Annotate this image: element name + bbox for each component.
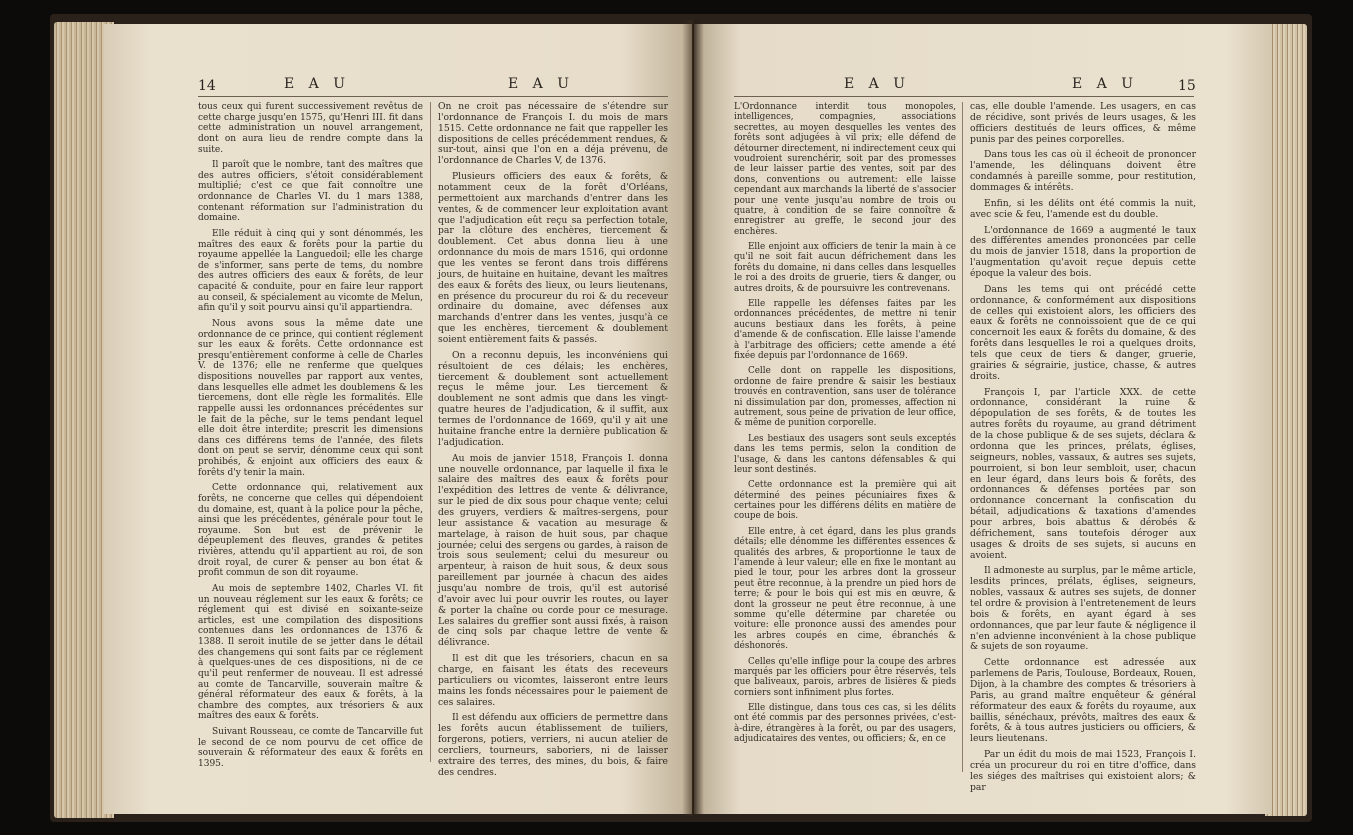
left-column-2 <box>438 102 668 784</box>
header-rule <box>198 96 668 97</box>
paragraph: Celles qu'elle inflige pour la coupe des arbres marqués par les officiers pour être réservés, tels que baliveaux, parois, arbres de lisières & pieds corniers sont infiniment plus fortes. <box>734 656 956 698</box>
paragraph: Elle distingue, dans tous ces cas, si les délits ont été commis par des personnes privées, c'est-à-dire, étrangères à la forêt, ou par des usagers, adjudicataires des ventes, ou officiers; &, en ce <box>734 703 956 745</box>
column-divider <box>962 102 963 772</box>
paragraph: On ne croit pas nécessaire de s'étendre sur l'ordonnance de François I. du mois de mars 1515. Cette ordonnance ne fait que rappeller les dispositions de celles précédemment rendues, & sur-tout, ainsi que l'on en a déja prévenu, de l'ordonnance de Charles V, de 1376. <box>438 101 668 167</box>
paragraph: Il admoneste au surplus, par le même article, lesdits princes, prélats, églises, seigneurs, nobles, vassaux & autres ses sujets, de donner tel ordre & provision à l'entretenement de leurs bois & forêts, en ayant égard à ses ordonnances, que par leur faute & négligence il n'en advienne inconvénient à la chose publique & sujets de son royaume. <box>970 565 1196 653</box>
right-column-1 <box>734 102 956 750</box>
paragraph: Il est défendu aux officiers de permettre dans les forêts aucun établissement de tuiliers, forgerons, potiers, verriers, ni aucun atelier de cercliers, tourneurs, saboriers, ni de laisser extraire des terres, des mines, du bois, & faire des cendres. <box>438 712 668 778</box>
paragraph: Nous avons sous la même date une ordonnance de ce prince, qui contient réglement sur les eaux & forêts. Cette ordonnance est presqu'entièrement conforme à celle de Charles V. de 1376; elle ne renferme que quelques dispositions nouvelles par rapport aux ventes, dans lesquelles elle admet les doublemens & les tiercemens, dont elle règle les formalités. Elle rappelle aussi les ordonnances précédentes sur le fait de la pêche, sur le tems pendant lequel elle doit être interdite; prescrit les dimensions dans ces différens tems de l'année, des filets dont on peut se servir, dénomme ceux qui sont prohibés, & enjoint aux officiers des eaux & forêts d'y tenir la main. <box>198 318 423 478</box>
left-column-1 <box>198 102 423 775</box>
left-page <box>104 24 692 814</box>
paragraph: Suivant Rousseau, ce comte de Tancarville fut le second de ce nom pourvu de cet office de souverain & réformateur des eaux & forêts en 1395. <box>198 727 423 769</box>
running-header-right: E A U <box>508 76 575 92</box>
paragraph: L'ordonnance de 1669 a augmenté le taux des différentes amendes prononcées par celle du mois de janvier 1518, dans la proportion de l'augmentation qu'avoit reçue depuis cette époque la valeur des bois. <box>970 224 1196 280</box>
paragraph: Dans tous les cas où il écheoit de prononcer l'amende, les délinquans doivent être condamnés à pareille somme, pour restitution, dommages & intérêts. <box>970 149 1196 194</box>
paragraph: Il est dit que les trésoriers, chacun en sa charge, en faisant les états des receveurs particuliers ou vicomtes, laisseront entre leurs mains les fonds nécessaires pour le paiement de ces salaires. <box>438 653 668 708</box>
running-header-right: E A U <box>1072 76 1139 92</box>
paragraph: François I, par l'article XXX. de cette ordonnance, considérant la ruine & dépopulation de ses forêts, & de toutes les autres forêts du royaume, au grand détriment de la chose publique & de ses sujets, déclara & ordonna que les princes, prélats, églises, seigneurs, nobles, vassaux, & autres ses sujets, pourroient, si bon leur sembloit, user, chacun en leur égard, dans leurs bois & forêts, des ordonnances & défenses portées par son ordonnance concernant la confiscation du bétail, adjudications & taxations d'amendes pour arbres, bois abattus & dérobés & défrichement, sans toutefois déroger aux usages & droits de ses sujets, si aucuns en avoient. <box>970 386 1196 561</box>
right-column-2 <box>970 102 1196 799</box>
header-rule <box>734 96 1194 97</box>
paragraph: Les bestiaux des usagers sont seuls exceptés dans les tems permis, selon la condition de l'usage, & dans les cantons défensables & qui leur sont destinés. <box>734 433 956 475</box>
paragraph: Cette ordonnance qui, relativement aux forêts, ne concerne que celles qui dépendoient du domaine, est, quant à la police pour la pêche, ainsi que les précédentes, générale pour tout le royaume. Son but est de prévenir le dépeuplement des fleuves, grandes & petites rivières, attendu qu'il appartient au roi, de son droit royal, de curer & penser au bon état & profit commun de son dit royaume. <box>198 483 423 579</box>
paragraph: Au mois de septembre 1402, Charles VI. fit un nouveau réglement sur les eaux & forêts; ce réglement qui est divisé en soixante-seize articles, est une compilation des dispositions contenues dans les ordonnances de 1376 & 1388. Il seroit inutile de se jetter dans le détail des changemens qui sont faits par ce réglement à quelques-unes de ces dispositions, ni de ce qu'il peut renfermer de nouveau. Il est adressé au comte de Tancarville, souverain maître & général réformateur des eaux & forêts, à la chambre des comptes, aux trésoriers & aux maîtres des eaux & forêts. <box>198 583 423 722</box>
paragraph: Au mois de janvier 1518, François I. donna une nouvelle ordonnance, par laquelle il fixa le salaire des maîtres des eaux & forêts pour l'expédition des lettres de vente & délivrance, sur le pied de dix sous pour chaque vente; celui des gruyers, verdiers & maîtres-sergens, pour leur assistance & vacation au mesurage & martelage, à raison de huit sous, par chaque journée; celui des sergens ou gardes, à raison de trois sous seulement; celui du mesureur ou arpenteur, à raison de huit sous, & deux sous pareillement par journée à chacun des aides jusqu'au nombre de trois, qu'il est autorisé d'avoir avec lui pour ouvrir les routes, ou layer & porter la chaîne ou corde pour ce mesurage. Les salaires du greffier sont aussi fixés, à raison de cinq sols par chaque lettre de vente & délivrance. <box>438 452 668 649</box>
paragraph: Elle rappelle les défenses faites par les ordonnances précédentes, de mettre ni tenir aucuns bestiaux dans les forêts, à peine d'amende & de confiscation. Elle laisse l'amende à l'arbitrage des officiers; cette amende a été fixée depuis par l'ordonnance de 1669. <box>734 299 956 361</box>
paragraph: Dans les tems qui ont précédé cette ordonnance, & conformément aux dispositions de celles qui existoient alors, les officiers des eaux & forêts ne connoissoient que de ce qui concernoit les eaux & forêts du domaine, & des forêts dans lesquelles le roi a quelques droits, tels que ceux de tiers & danger, gruerie, grairies & ségrairie, justice, chasse, & autres droits. <box>970 283 1196 382</box>
paragraph: Celle dont on rappelle les dispositions, ordonne de faire prendre & saisir les bestiaux trouvés en contravention, sans user de tolérance ni dissimulation par don, promesses, affection ni autrement, sous peine de privation de leur office, & même de punition corporelle. <box>734 366 956 429</box>
book-gutter <box>682 20 704 816</box>
paragraph: Elle enjoint aux officiers de tenir la main à ce qu'il ne soit fait aucun défrichement dans les forêts du domaine, ni dans celles dans lesquelles le roi a des droits de gruerie, tiers & danger, ou autres droits, & de poursuivre les contrevenans. <box>734 242 956 294</box>
page-number: 15 <box>1178 78 1196 94</box>
paragraph: Cette ordonnance est adressée aux parlemens de Paris, Toulouse, Bordeaux, Rouen, Dijon, à la chambre des comptes & trésoriers à Paris, au grand maître enquêteur & général réformateur des eaux & forêts du royaume, aux baillis, sénéchaux, prévôts, maîtres des eaux & forêts, & à tous autres justiciers ou officiers, & leurs lieutenans. <box>970 657 1196 745</box>
running-header-left: E A U <box>844 76 911 92</box>
column-divider <box>430 102 431 762</box>
paragraph: cas, elle double l'amende. Les usagers, en cas de récidive, sont privés de leurs usages, & les officiers destitués de leurs offices, & même punis par des peines corporelles. <box>970 101 1196 145</box>
paragraph: L'Ordonnance interdit tous monopoles, intelligences, compagnies, associations secrettes, au moyen desquelles les ventes des forêts sont adjugées à vil prix; elle défend de détourner directement, ni indirectement ceux qui voudroient surenchérir, soit par des promesses de leur laisser partie des ventes, soit par des dons, conventions ou autrement: elle laisse cependant aux marchands la liberté de s'associer pour une vente jusqu'au nombre de trois ou quatre, à condition de se faire connoître & enregistrer au greffe, le second jour des enchères. <box>734 102 956 237</box>
paragraph: Enfin, si les délits ont été commis la nuit, avec scie & feu, l'amende est du double. <box>970 197 1196 220</box>
paragraph: Cette ordonnance est la première qui ait déterminé des peines pécuniaires fixes & certaines pour les différens délits en matière de coupe de bois. <box>734 480 956 522</box>
page-number: 14 <box>198 78 216 94</box>
running-header-left: E A U <box>284 76 351 92</box>
paragraph: Il paroît que le nombre, tant des maîtres que des autres officiers, s'étoit considérablement multiplié; c'est ce que fait connoître une ordonnance de Charles VI. du 1 mars 1388, contenant réformation sur l'administration du domaine. <box>198 160 423 224</box>
paragraph: On a reconnu depuis, les inconvéniens qui résultoient de ces délais; les enchères, tiercement & doublement sont actuellement reçus le même jour. Les tiercement & doublement ne sont admis que dans les vingt-quatre heures de l'adjudication, & il suffit, aux termes de l'ordonnance de 1669, qu'il y ait une huitaine franche entre la dernière publication & l'adjudication. <box>438 349 668 448</box>
right-page <box>694 24 1272 814</box>
paragraph: Plusieurs officiers des eaux & forêts, & notamment ceux de la forêt d'Orléans, permettoient aux marchands d'entrer dans les ventes, & de commencer leur exploitation avant que l'adjudication eût reçu sa perfection totale, par la clôture des enchères, tiercement & doublement. Cet abus donna lieu à une ordonnance du mois de mars 1516, qui ordonne que les ventes se feront dans trois différens jours, de huitaine en huitaine, devant les maîtres des eaux & forêts des lieux, ou leurs lieutenans, en présence du procureur du roi & du receveur ordinaire du domaine, avec défenses aux marchands d'entrer dans les ventes, jusqu'à ce que les enchères, tiercement & doublement soient entièrement faits & passés. <box>438 171 668 346</box>
paragraph: Elle réduit à cinq qui y sont dénommés, les maîtres des eaux & forêts pour la partie du royaume appellée la Languedoil; elle les charge de s'informer, sans perte de tems, du nombre des autres officiers des eaux & forêts, de leur capacité & conduite, pour en faire leur rapport au conseil, & spécialement au vicomte de Melun, afin qu'il y soit pourvu ainsi qu'il appartiendra. <box>198 228 423 314</box>
paragraph: Par un édit du mois de mai 1523, François I. créa un procureur du roi en titre d'office, dans les siéges des maîtrises qui existoient alors; & par <box>970 749 1196 793</box>
paragraph: Elle entre, à cet égard, dans les plus grands détails; elle dénomme les différentes essences & qualités des arbres, & proportionne le taux de l'amende à leur valeur; elle en fixe le montant au pied le tour, pour les arbres dont la grosseur peut être reconnue, à la prendre un pied hors de terre; & pour le bois qui est mis en œuvre, & dont la grosseur ne peut être reconnue, à une somme qu'elle détermine par charetée ou voiture: elle prononce aussi des amendes pour les arbres coupés en cime, ébranchés & déshonorés. <box>734 526 956 652</box>
paragraph: tous ceux qui furent successivement revêtus de cette charge jusqu'en 1575, qu'Henri III. fit dans cette administration un nouvel arrangement, dont on aura lieu de rendre compte dans la suite. <box>198 102 423 155</box>
